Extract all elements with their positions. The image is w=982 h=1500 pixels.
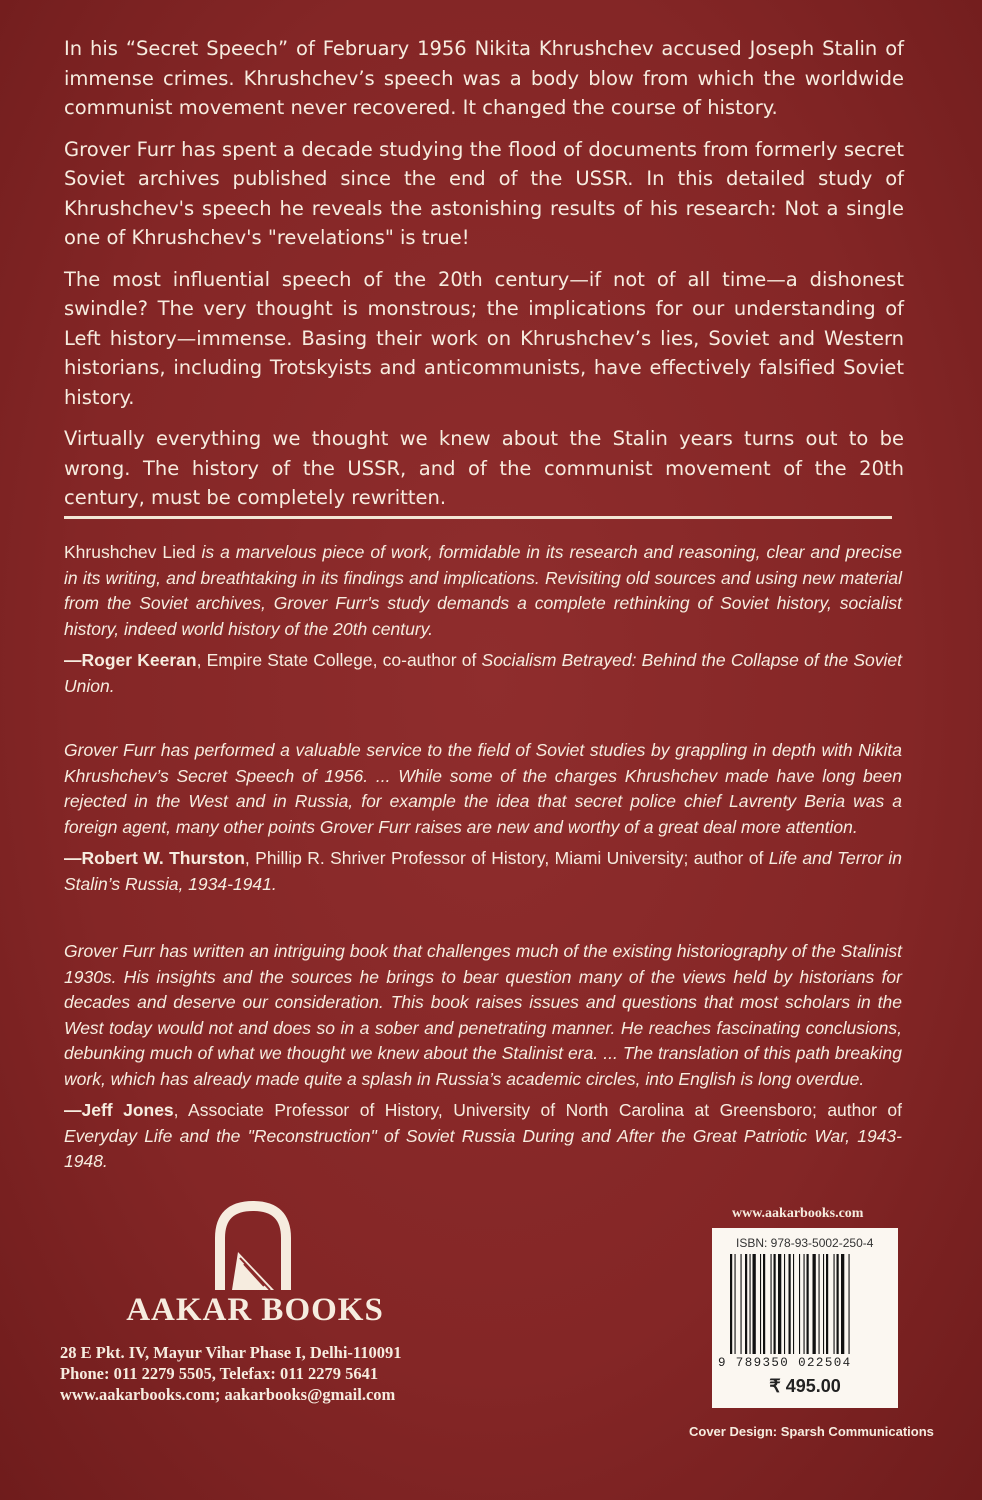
barcode-bar <box>745 1254 747 1354</box>
barcode-bar <box>823 1254 824 1354</box>
barcode-bar <box>730 1254 732 1354</box>
barcode-bar <box>793 1254 794 1354</box>
endorsement-work: Everyday Life and the "Reconstruction" of Soviet Russia During and After the Great Patriotic War, 1943-1948. <box>64 1125 902 1171</box>
endorsement-affiliation: , Phillip R. Shriver Professor of History, Miami University; author of <box>244 848 769 868</box>
aakar-books-logo-icon <box>208 1198 298 1298</box>
cover-design-credit: Cover Design: Sparsh Communications <box>689 1424 934 1439</box>
isbn-label: ISBN: 978-93-5002-250-4 <box>736 1236 874 1250</box>
endorsement-author: —Jeff Jones <box>64 1100 174 1120</box>
barcode-bar <box>774 1254 776 1354</box>
barcode-bar <box>813 1254 816 1354</box>
endorsement-body: is a marvelous piece of work, formidable in its research and reasoning, clear and precise in its writing, and breathtaking in its findings and implications. Revisiting old sources and using new material from the Soviet archives, Grover Furr's study demands a complete rethinking of Soviet history, socialist history, indeed world history of the 20th century. <box>64 542 902 639</box>
barcode-bar <box>819 1254 820 1354</box>
phone-line: Phone: 011 2279 5505, Telefax: 011 2279 5641 <box>60 1364 379 1383</box>
blurb-paragraph-1: In his “Secret Speech” of February 1956 Nikita Khrushchev accused Joseph Stalin of immense crimes. Khrushchev’s speech was a body blow from which the worldwide communist movement never recovered. It changed the course of history. <box>64 37 904 119</box>
barcode-bar <box>741 1254 742 1354</box>
barcode-bar <box>841 1254 844 1354</box>
price-label: ₹ 495.00 <box>769 1376 841 1396</box>
barcode-bar <box>753 1254 756 1354</box>
endorsement-attribution <box>64 1098 902 1175</box>
publisher-address <box>60 1342 460 1405</box>
divider <box>64 516 892 519</box>
endorsement-jones <box>64 939 902 1175</box>
barcode-icon <box>728 1254 888 1354</box>
barcode-bar <box>804 1254 805 1354</box>
endorsement-text: Grover Furr has written an intriguing book that challenges much of the existing historiography of the Stalinist 1930s. His insights and the sources he brings to bear question many of the views held by historians for decades and deserve our consideration. This book raises issues and questions that most scholars in the West today would not and does so in a sober and penetrating manner. He reaches fascinating conclusions, debunking much of what we thought we knew about the Stalinist era. ... The translation of this path breaking work, which has already made quite a splash in Russia’s academic circles, into English is long overdue. <box>64 941 902 1089</box>
barcode-bar <box>750 1254 751 1354</box>
barcode-bar <box>763 1254 765 1354</box>
endorsement-work: Socialism Betrayed: Behind the Collapse of the Soviet Union. <box>64 650 902 696</box>
endorsement-author: —Roger Keeran <box>64 650 197 670</box>
barcode-bar <box>784 1254 785 1354</box>
barcode-bar <box>826 1254 828 1354</box>
endorsement-affiliation: , Associate Professor of History, University of North Carolina at Greensboro; author of <box>173 1100 902 1120</box>
endorsement-author: —Robert W. Thurston <box>64 848 245 868</box>
blurb-paragraph-2: Grover Furr has spent a decade studying the flood of documents from formerly secret Soviet archives published since the end of the USSR. In this detailed study of Khrushchev's speech he reveals the astonishing results of his research: Not a single one of Khrushchev's "revelations" is true! <box>64 137 904 249</box>
endorsement-thurston <box>64 738 902 897</box>
endorsement-attribution <box>64 846 902 897</box>
barcode-bar <box>849 1254 850 1354</box>
endorsement-work: Life and Terror in Stalin’s Russia, 1934-1941. <box>64 848 902 894</box>
endorsement-text: Grover Furr has performed a valuable service to the field of Soviet studies by grappling in depth with Nikita Khrushchev’s Secret Speech of 1956. ... While some of the charges Khrushchev made have long been rejected in the West and in Russia, for example the idea that secret police chief Lavrenty Beria was a foreign agent, many other points Grover Furr raises are new and worthy of a great deal more attention. <box>64 740 902 837</box>
barcode-bar <box>778 1254 781 1354</box>
barcode-bar <box>760 1254 761 1354</box>
endorsement-text <box>64 540 902 642</box>
address-line: 28 E Pkt. IV, Mayur Vihar Phase I, Delhi-110091 <box>60 1343 402 1362</box>
publisher-name: AAKAR BOOKS <box>126 1292 384 1328</box>
back-cover-blurb <box>64 34 904 525</box>
blurb-paragraph-3: The most influential speech of the 20th century—if not of all time—a dishonest swindle? The very thought is monstrous; the implications for our understanding of Left history—immense. Basing their work on Khrushchev’s lies, Soviet and Western historians, including Trotskyists and anticommunists, have effectively falsified Soviet history. <box>64 267 904 409</box>
barcode-bar <box>834 1254 835 1354</box>
blurb-paragraph-4: Virtually everything we thought we knew about the Stalin years turns out to be wrong. The history of the USSR, and of the communist movement of the 20th century, must be completely rewritten. <box>64 427 904 509</box>
barcode-bar <box>837 1254 839 1354</box>
barcode-sticker <box>712 1228 898 1408</box>
endorsement-affiliation: , Empire State College, co-author of <box>196 650 482 670</box>
endorsement-keeran <box>64 540 902 699</box>
book-title: Khrushchev Lied <box>64 542 196 562</box>
barcode-digits: 9 789350 022504 <box>718 1356 852 1370</box>
barcode-bar <box>799 1254 800 1354</box>
website-link: www.aakarbooks.com <box>732 1206 864 1221</box>
barcode-bar <box>807 1254 809 1354</box>
endorsement-attribution <box>64 648 902 699</box>
barcode-bar <box>735 1254 736 1354</box>
barcode-bar <box>789 1254 791 1354</box>
barcode-bar <box>771 1254 772 1354</box>
endorsements <box>64 540 902 1175</box>
web-email-line: www.aakarbooks.com; aakarbooks@gmail.com <box>60 1385 396 1404</box>
